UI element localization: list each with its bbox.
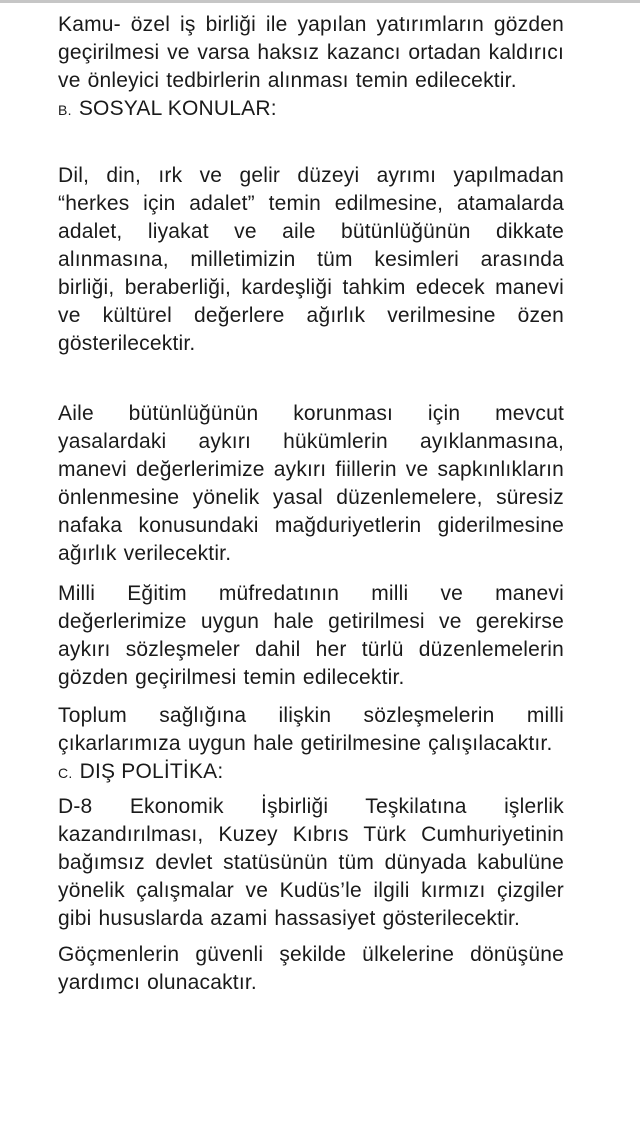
- top-border: [0, 0, 640, 3]
- heading-social-topics-letter: B.: [58, 102, 72, 118]
- heading-foreign-policy-letter: C.: [58, 765, 73, 781]
- heading-social-topics-label: SOSYAL KONULAR:: [78, 97, 277, 120]
- heading-social-topics: [58, 95, 564, 124]
- paragraph-justice-for-all: Dil, din, ırk ve gelir düzeyi ayrımı yapılmadan “herkes için adalet” temin edilmesine, atamalarda adalet, liyakat ve aile bütünlüğünün dikkate alınmasına, milletimizin tüm kesimleri arasında birliği, beraberliği, kardeşliği tahkim edecek manevi ve kültürel değerlere ağırlık verilmesine özen gösterilecektir.: [58, 164, 564, 355]
- paragraph-public-health: Toplum sağlığına ilişkin sözleşmelerin milli çıkarlarımıza uygun hale getirilmesine çalışılacaktır.: [58, 704, 564, 755]
- paragraph-national-education: Milli Eğitim müfredatının milli ve manevi değerlerimize uygun hale getirilmesi ve gerekirse aykırı sözleşmeler dahil her türlü düzenlemelerin gözden geçirilmesi temin edilecektir.: [58, 582, 564, 689]
- document-page: [0, 11, 640, 997]
- paragraph-public-private-investments: Kamu- özel iş birliği ile yapılan yatırımların gözden geçirilmesi ve varsa haksız kazancı ortadan kaldırıcı ve önleyici tedbirlerin alınması temin edilecektir.: [58, 13, 564, 92]
- paragraph-migrants-return: Göçmenlerin güvenli şekilde ülkelerine dönüşüne yardımcı olunacaktır.: [58, 943, 564, 994]
- heading-foreign-policy: [58, 758, 564, 787]
- paragraph-d8-foreign-policy: D-8 Ekonomik İşbirliği Teşkilatına işlerlik kazandırılması, Kuzey Kıbrıs Türk Cumhuriyetinin bağımsız devlet statüsünün tüm dünyada kabulüne yönelik çalışmalar ve Kudüs’le ilgili kırmızı çizgiler gibi hususlarda azami hassasiyet gösterilecektir.: [58, 795, 564, 930]
- heading-foreign-policy-label: DIŞ POLİTİKA:: [79, 760, 224, 783]
- paragraph-family-integrity: Aile bütünlüğünün korunması için mevcut yasalardaki aykırı hükümlerin ayıklanmasına, manevi değerlerimize aykırı fiillerin ve sapkınlıkların önlenmesine yönelik yasal düzenlemelere, süresiz nafaka konusundaki mağduriyetlerin giderilmesine ağırlık verilecektir.: [58, 402, 564, 565]
